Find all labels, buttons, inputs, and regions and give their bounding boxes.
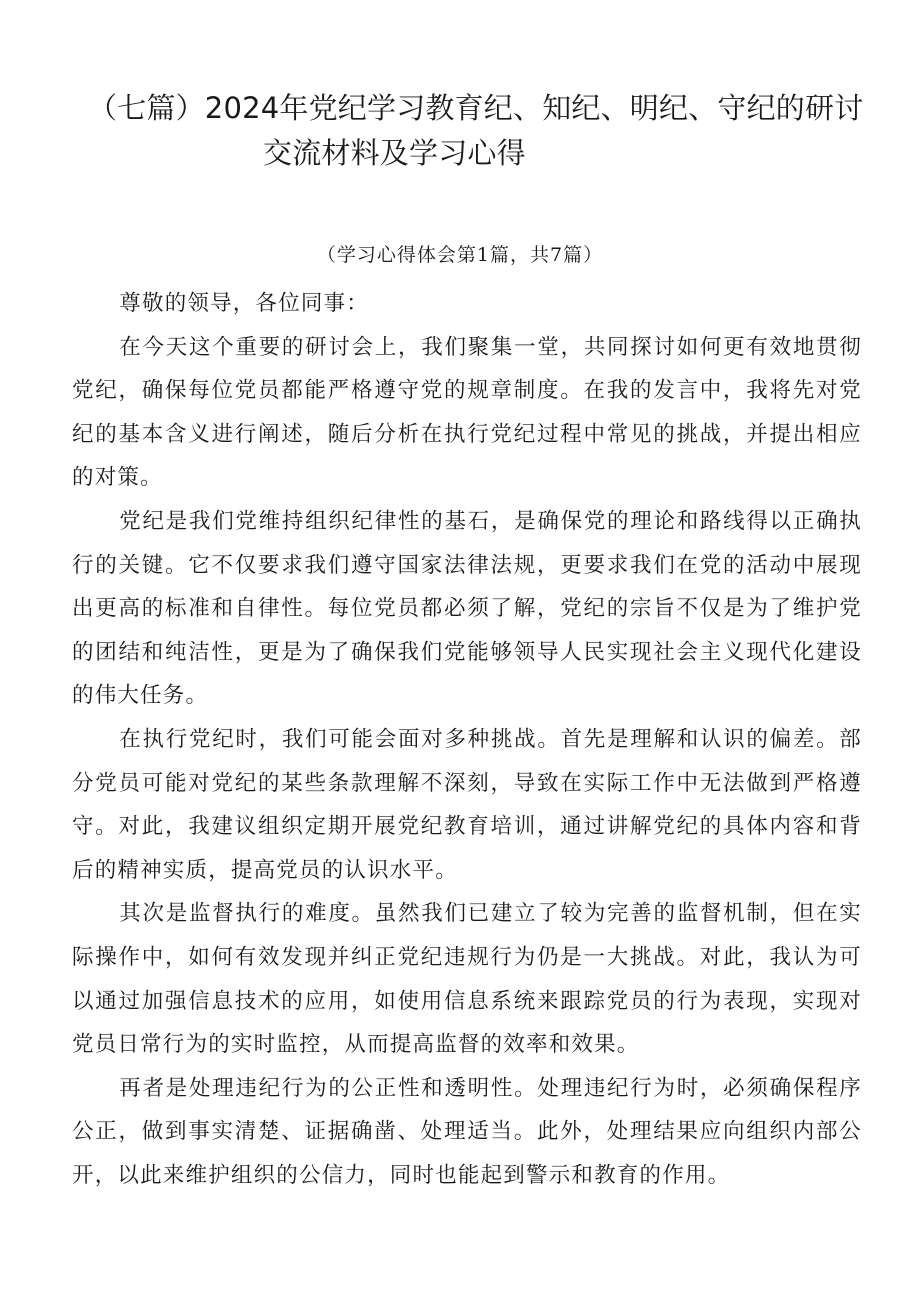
paragraph-4: 其次是监督执行的难度。虽然我们已建立了较为完善的监督机制，但在实际操作中，如何有效发现并纠正党纪违规行为仍是一大挑战。对此，我认为可以通过加强信息技术的应用，如使用信息系统来跟踪党员的行为表现，实现对党员日常行为的实时监控，从而提高监督的效率和效果。	[72, 901, 862, 1058]
title-line-2: 交流材料及学习心得	[263, 136, 526, 170]
paragraph-1: 在今天这个重要的研讨会上，我们聚集一堂，共同探讨如何更有效地贯彻党纪，确保每位党员都能严格遵守党的规章制度。在我的发言中，我将先对党纪的基本含义进行阐述，随后分析在执行党纪过程中常见的挑战，并提出相应的对策。	[72, 334, 862, 491]
document-body	[72, 282, 862, 1197]
paragraph-2: 党纪是我们党维持组织纪律性的基石，是确保党的理论和路线得以正确执行的关键。它不仅要求我们遵守国家法律法规，更要求我们在党的活动中展现出更高的标准和自律性。每位党员都必须了解，党纪的宗旨不仅是为了维护党的团结和纯洁性，更是为了确保我们党能够领导人民实现社会主义现代化建设的伟大任务。	[72, 508, 862, 709]
salutation: 尊敬的领导，各位同事：	[119, 291, 369, 316]
paragraph-5: 再者是处理违纪行为的公正性和透明性。处理违纪行为时，必须确保程序公正，做到事实清楚、证据确凿、处理适当。此外，处理结果应向组织内部公开，以此来维护组织的公信力，同时也能起到警示和教育的作用。	[72, 1075, 862, 1188]
paragraph-3: 在执行党纪时，我们可能会面对多种挑战。首先是理解和认识的偏差。部分党员可能对党纪的某些条款理解不深刻，导致在实际工作中无法做到严格遵守。对此，我建议组织定期开展党纪教育培训，通过讲解党纪的具体内容和背后的精神实质，提高党员的认识水平。	[72, 726, 862, 883]
document-subtitle: （学习心得体会第1篇，共7篇）	[316, 244, 604, 266]
document-title	[88, 86, 878, 176]
title-line-1: （七篇）2024年党纪学习教育纪、知纪、明纪、守纪的研讨	[88, 91, 864, 125]
